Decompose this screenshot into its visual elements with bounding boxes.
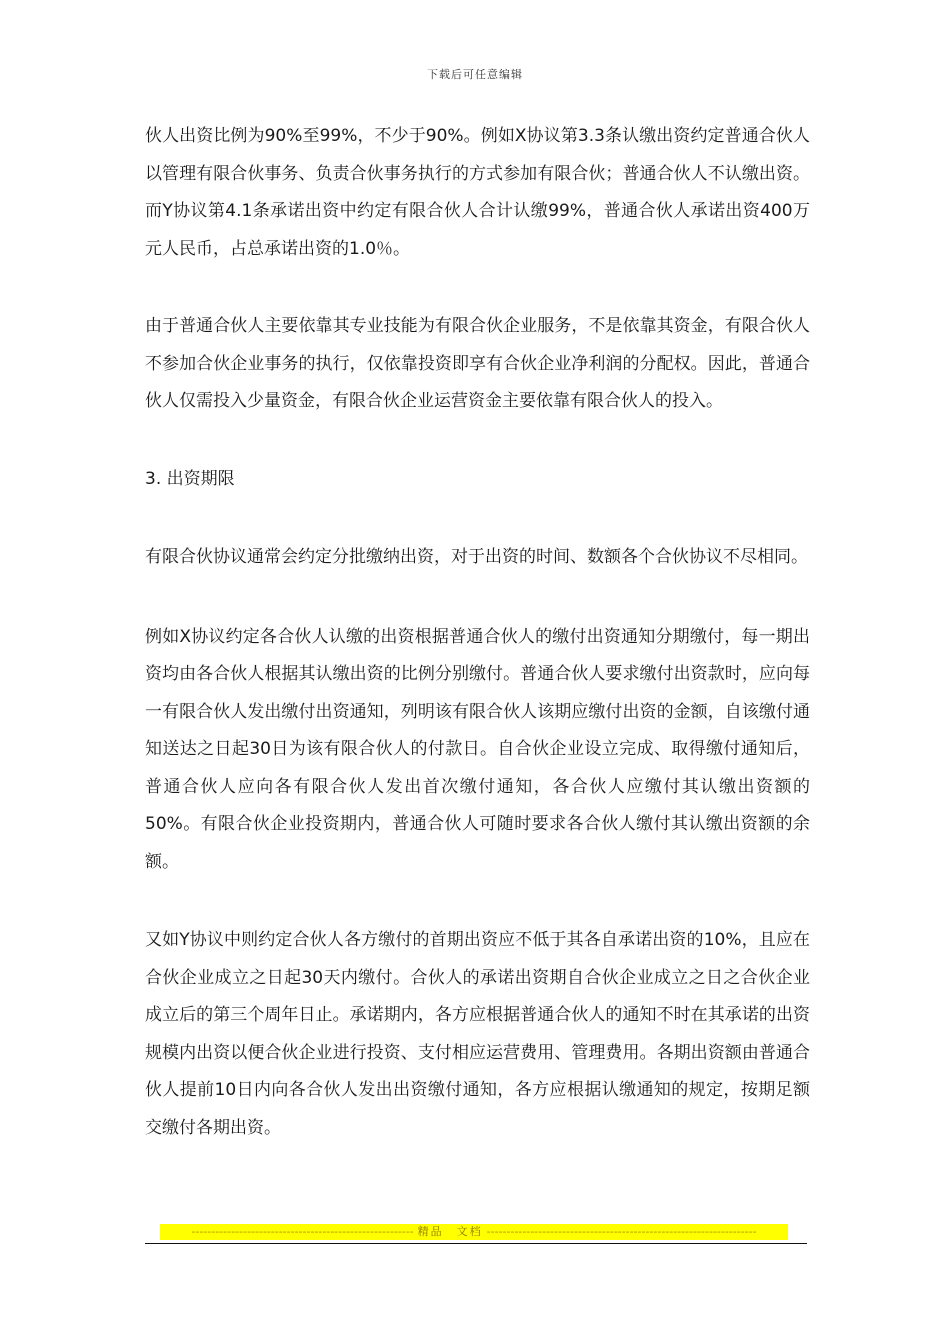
footer-label: 精品 文档	[417, 1225, 483, 1238]
paragraph-y-agreement-example: 又如Y协议中则约定合伙人各方缴付的首期出资应不低于其各自承诺出资的10%，且应在合伙企业成立之日起30天内缴付。合伙人的承诺出资期自合伙企业成立之日之合伙企业成立后的第三个周年日止。承诺期内，各方应根据普通合伙人的通知不时在其承诺的出资规模内出资以便合伙企业进行投资、支付相应运营费用、管理费用。各期出资额由普通合伙人提前10日内向各合伙人发出出资缴付通知，各方应根据认缴通知的规定，按期足额交缴付各期出资。	[145, 930, 810, 1138]
paragraph-contribution-ratio: 伙人出资比例为90%至99%，不少于90%。例如X协议第3.3条认缴出资约定普通合伙人以管理有限合伙事务、负责合伙事务执行的方式参加有限合伙；普通合伙人不认缴出资。而Y协议第4.1条承诺出资中约定有限合伙人合计认缴99%，普通合伙人承诺出资400万元人民币，占总承诺出资的1.0％。	[145, 126, 810, 259]
paragraph-x-agreement-example: 例如X协议约定各合伙人认缴的出资根据普通合伙人的缴付出资通知分期缴付，每一期出资均由各合伙人根据其认缴出资的比例分别缴付。普通合伙人要求缴付出资款时，应向每一有限合伙人发出缴付出资通知，列明该有限合伙人该期应缴付出资的金额，自该缴付通知送达之日起30日为该有限合伙人的付款日。自合伙企业设立完成、取得缴付通知后，普通合伙人应向各有限合伙人发出首次缴付通知，各合伙人应缴付其认缴出资额的50%。有限合伙企业投资期内，普通合伙人可随时要求各合伙人缴付其认缴出资额的余额。	[145, 626, 810, 872]
section-heading-contribution-period: 3. 出资期限	[145, 468, 235, 489]
paragraph-installments: 有限合伙协议通常会约定分批缴纳出资，对于出资的时间、数额各个合伙协议不尽相同。	[145, 547, 808, 567]
footer-rule	[145, 1243, 807, 1244]
page-header: 下载后可任意编辑	[427, 68, 523, 81]
document-body	[145, 118, 810, 1147]
footer-banner	[160, 1224, 788, 1240]
footer-dashes-left: --------------------------------------------------------	[191, 1225, 414, 1238]
paragraph-general-partner-role: 由于普通合伙人主要依靠其专业技能为有限合伙企业服务，不是依靠其资金，有限合伙人不参加合伙企业事务的执行，仅依靠投资即享有合伙企业净利润的分配权。因此，普通合伙人仅需投入少量资金，有限合伙企业运营资金主要依靠有限合伙人的投入。	[145, 316, 810, 411]
footer-dashes-right: --------------------------------------------------------------------	[486, 1225, 757, 1238]
